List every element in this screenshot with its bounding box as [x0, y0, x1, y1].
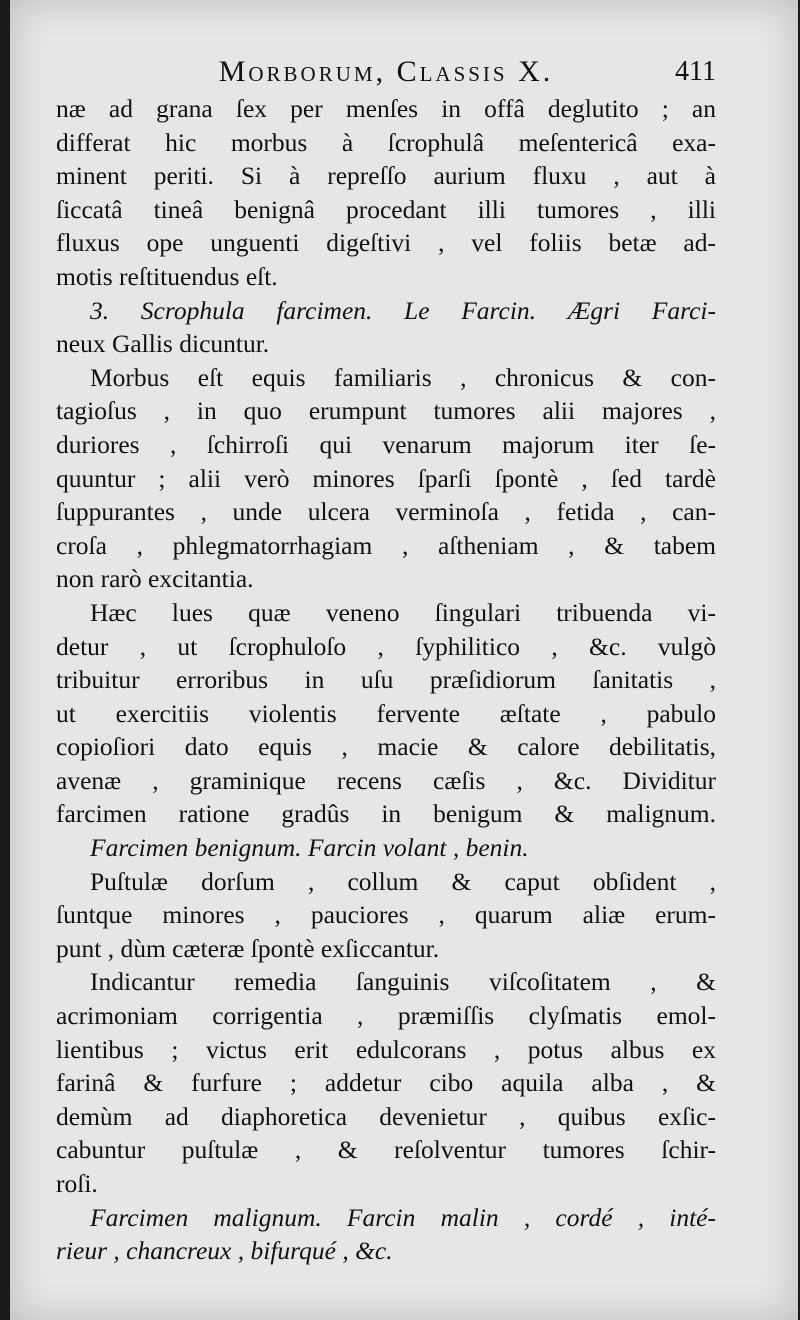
text-line: duriores , ſchirroſi qui venarum majorum iter ſe- — [56, 429, 716, 459]
running-header — [56, 52, 716, 92]
text-line: Morbus eſt equis familiaris , chronicus & con- — [90, 362, 716, 392]
text-line: neux Gallis dicuntur. — [56, 329, 270, 359]
text-line: rieur , chancreux , bifurqué , &c. — [56, 1236, 393, 1266]
text-line: non rarò excitantia. — [56, 564, 254, 594]
book-page — [10, 0, 798, 1320]
text-line: motis reſtituendus eſt. — [56, 261, 278, 291]
text-line: croſa , phlegmatorrhagiam , aſtheniam , & tabem — [56, 530, 716, 560]
text-line: punt , dùm cæteræ ſpontè exſiccantur. — [56, 933, 440, 963]
page-number: 411 — [675, 56, 716, 87]
text-line: farcimen ratione gradûs in benigum & malignum. — [56, 799, 716, 829]
text-line: Farcimen benignum. Farcin volant , benin. — [90, 833, 529, 863]
text-line: acrimoniam corrigentia , præmiſſis clyſmatis emol- — [56, 1001, 716, 1031]
text-line: Indicantur remedia ſanguinis viſcoſitatem , & — [90, 967, 716, 997]
text-line: ſuppurantes , unde ulcera verminoſa , fetida , can- — [56, 497, 716, 527]
text-line: lientibus ; victus erit edulcorans , potus albus ex — [56, 1034, 716, 1064]
text-line: tagioſus , in quo erumpunt tumores alii majores , — [56, 396, 716, 426]
text-line: cabuntur puſtulæ , & reſolventur tumores ſchir- — [56, 1135, 716, 1165]
text-line: copioſiori dato equis , macie & calore debilitatis, — [56, 732, 716, 762]
text-line: quuntur ; alii verò minores ſparſi ſpontè , ſed tardè — [56, 463, 716, 493]
page-text — [56, 52, 716, 1268]
text-line: demùm ad diaphoretica devenietur , quibus exſic- — [56, 1101, 716, 1131]
text-line: tribuitur erroribus in uſu præſidiorum ſanitatis , — [56, 665, 716, 695]
text-line: avenæ , graminique recens cæſis , &c. Dividitur — [56, 765, 716, 795]
text-line: farinâ & furfure ; addetur cibo aquila alba , & — [56, 1068, 716, 1098]
header-title: Morborum, Classis X. — [218, 55, 554, 88]
text-line: differat hic morbus à ſcrophulâ meſentericâ exa- — [56, 127, 716, 157]
text-line: Puſtulæ dorſum , collum & caput obſident , — [90, 866, 716, 896]
text-line: ſiccatâ tineâ benignâ procedant illi tumores , illi — [56, 194, 716, 224]
body-text — [56, 92, 716, 1268]
text-line: minent periti. Si à repreſſo aurium fluxu , aut à — [56, 161, 716, 191]
text-line: 3. Scrophula farcimen. Le Farcin. Ægri Farci- — [90, 295, 716, 325]
text-line: roſi. — [56, 1169, 98, 1198]
text-line: ut exercitiis violentis fervente æſtate , pabulo — [56, 698, 716, 728]
text-line: fluxus ope unguenti digeſtivi , vel foliis betæ ad- — [56, 228, 716, 258]
text-line: Hæc lues quæ veneno ſingulari tribuenda vi- — [90, 597, 716, 627]
text-line: næ ad grana ſex per menſes in offâ deglutito ; an — [56, 94, 716, 123]
text-line: detur , ut ſcrophuloſo , ſyphilitico , &c. vulgò — [56, 631, 716, 661]
text-line: Farcimen malignum. Farcin malin , cordé , inté- — [90, 1202, 716, 1232]
text-line: ſuntque minores , pauciores , quarum aliæ erum- — [56, 900, 716, 930]
